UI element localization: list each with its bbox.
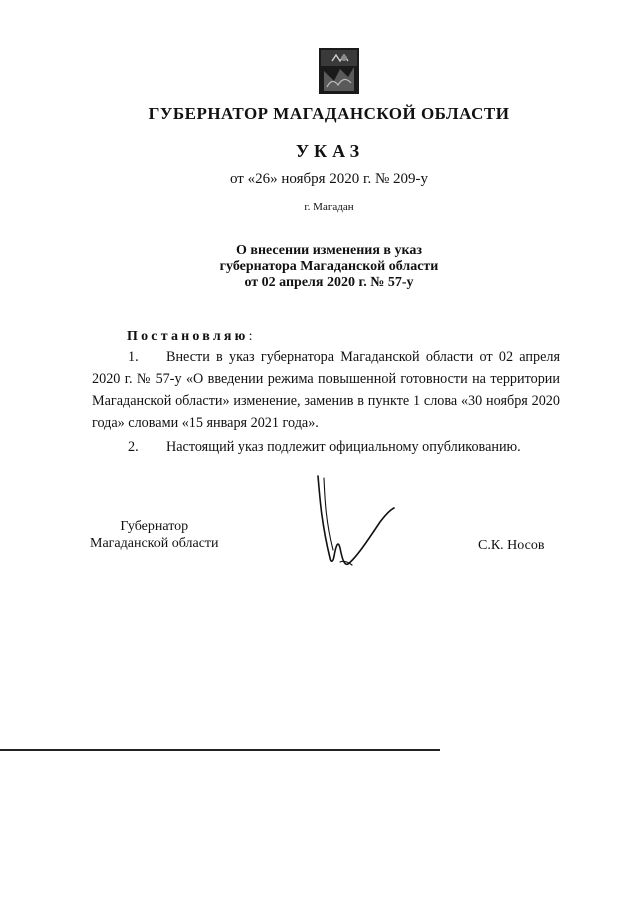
magadan-coat-of-arms-icon xyxy=(318,47,360,95)
decree-operative-word xyxy=(127,329,252,345)
item-number: 1. xyxy=(128,349,139,365)
decree-item xyxy=(92,346,560,434)
decree-word-colon: : xyxy=(248,329,253,344)
signer-name: С.К. Носов xyxy=(478,538,545,553)
signer-position-line: Губернатор xyxy=(120,519,189,534)
item-text: Внести в указ губернатора Магаданской области от 02 апреля 2020 г. № 57-у «О введении режима повышенной готовности на территории Магаданской области» изменение, заменив в пункте 1 слова «30 ноября 2020 года» словами «15 января 2021 года». xyxy=(92,349,560,431)
document-subject xyxy=(0,243,640,291)
signer-position xyxy=(90,518,219,552)
subject-line: губернатора Магаданской области xyxy=(219,259,439,274)
document-type: УКАЗ xyxy=(295,141,365,161)
document-city: г. Магадан xyxy=(304,201,354,213)
subject-line: от 02 апреля 2020 г. № 57-у xyxy=(244,275,414,290)
decree-item xyxy=(92,436,560,458)
bottom-divider xyxy=(0,749,440,751)
decree-word-text: Постановляю xyxy=(127,329,249,344)
document-date-number: от «26» ноября 2020 г. № 209-у xyxy=(229,171,429,187)
issuing-authority: ГУБЕРНАТОР МАГАДАНСКОЙ ОБЛАСТИ xyxy=(148,104,510,123)
signer-position-line: Магаданской области xyxy=(90,536,219,551)
handwritten-signature-icon xyxy=(300,470,410,580)
item-text: Настоящий указ подлежит официальному опубликованию. xyxy=(166,439,521,455)
subject-line: О внесении изменения в указ xyxy=(236,243,422,258)
item-number: 2. xyxy=(128,439,139,455)
